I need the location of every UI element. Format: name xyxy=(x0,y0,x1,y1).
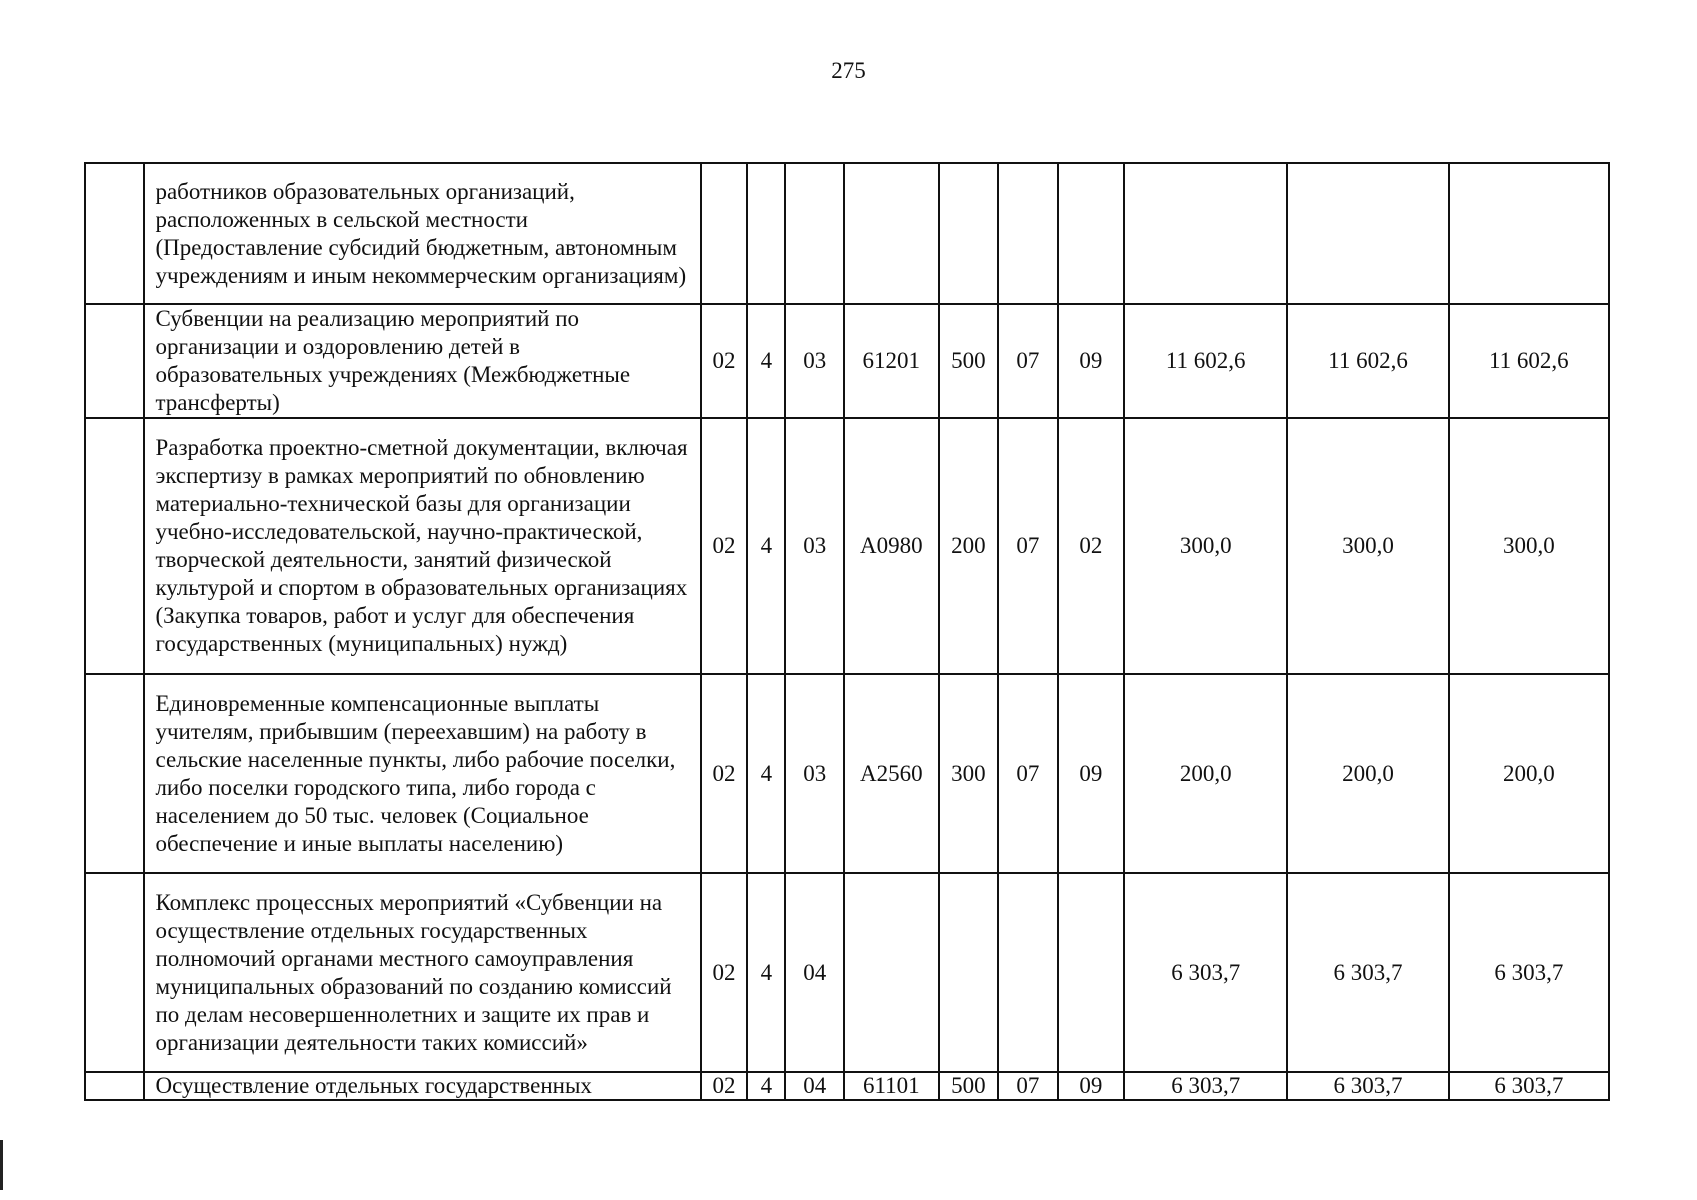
subsection-cell: 09 xyxy=(1058,674,1125,873)
page-number: 275 xyxy=(831,58,866,83)
program-cell: 02 xyxy=(701,873,747,1072)
amount-1-cell xyxy=(1124,163,1287,304)
subsection-cell: 02 xyxy=(1058,418,1125,674)
subsection-cell: 09 xyxy=(1058,304,1125,418)
amount-3-cell xyxy=(1449,163,1609,304)
table-row xyxy=(85,304,1609,418)
expense-type-cell: 500 xyxy=(939,1072,998,1100)
amount-1-cell: 6 303,7 xyxy=(1124,873,1287,1072)
subprogram-cell: 4 xyxy=(747,873,785,1072)
amount-1-cell: 11 602,6 xyxy=(1124,304,1287,418)
expense-type-cell: 300 xyxy=(939,674,998,873)
subsection-cell xyxy=(1058,163,1125,304)
section-cell: 07 xyxy=(998,1072,1057,1100)
row-index-cell xyxy=(85,163,144,304)
direction-cell: 61201 xyxy=(844,304,939,418)
expense-type-cell: 200 xyxy=(939,418,998,674)
program-cell: 02 xyxy=(701,674,747,873)
description-cell: Единовременные компенсационные выплаты учителям, прибывшим (переехавшим) на работу в сельские населенные пункты, либо рабочие поселки, либо поселки городского типа, либо города с населением до 50 тыс. человек (Социальное обеспечение и иные выплаты населению) xyxy=(144,674,700,873)
amount-1-cell: 300,0 xyxy=(1124,418,1287,674)
amount-3-cell: 300,0 xyxy=(1449,418,1609,674)
description-cell: Разработка проектно-сметной документации, включая экспертизу в рамках мероприятий по обновлению материально-технической базы для организации учебно-исследовательской, научно-практической, творческой деятельности, занятий физической культурой и спортом в образовательных организациях (Закупка товаров, работ и услуг для обеспечения государственных (муниципальных) нужд) xyxy=(144,418,700,674)
description-cell: Осуществление отдельных государственных xyxy=(144,1072,700,1100)
row-index-cell xyxy=(85,873,144,1072)
table-row xyxy=(85,873,1609,1072)
row-index-cell xyxy=(85,1072,144,1100)
direction-cell xyxy=(844,873,939,1072)
description-cell: работников образовательных организаций, расположенных в сельской местности (Предоставление субсидий бюджетным, автономным учреждениям и иным некоммерческим организациям) xyxy=(144,163,700,304)
section-cell: 07 xyxy=(998,304,1057,418)
row-index-cell xyxy=(85,304,144,418)
program-cell: 02 xyxy=(701,418,747,674)
section-cell: 07 xyxy=(998,674,1057,873)
subsection-cell: 09 xyxy=(1058,1072,1125,1100)
program-cell: 02 xyxy=(701,304,747,418)
amount-2-cell: 6 303,7 xyxy=(1287,873,1448,1072)
complex-cell: 03 xyxy=(785,304,843,418)
complex-cell: 03 xyxy=(785,418,843,674)
direction-cell: 61101 xyxy=(844,1072,939,1100)
table-row xyxy=(85,163,1609,304)
program-cell xyxy=(701,163,747,304)
complex-cell: 04 xyxy=(785,1072,843,1100)
description-cell: Комплекс процессных мероприятий «Субвенции на осуществление отдельных государственных полномочий органами местного самоуправления муниципальных образований по созданию комиссий по делам несовершеннолетних и защите их прав и организации деятельности таких комиссий» xyxy=(144,873,700,1072)
complex-cell: 03 xyxy=(785,674,843,873)
subprogram-cell: 4 xyxy=(747,1072,785,1100)
scan-margin-mark xyxy=(0,1140,3,1190)
subprogram-cell: 4 xyxy=(747,418,785,674)
budget-table xyxy=(84,162,1610,1101)
amount-3-cell: 6 303,7 xyxy=(1449,1072,1609,1100)
amount-2-cell: 200,0 xyxy=(1287,674,1448,873)
expense-type-cell xyxy=(939,163,998,304)
subprogram-cell: 4 xyxy=(747,674,785,873)
expense-type-cell xyxy=(939,873,998,1072)
section-cell xyxy=(998,163,1057,304)
table-row xyxy=(85,418,1609,674)
amount-3-cell: 6 303,7 xyxy=(1449,873,1609,1072)
direction-cell: А0980 xyxy=(844,418,939,674)
amount-2-cell: 6 303,7 xyxy=(1287,1072,1448,1100)
amount-1-cell: 200,0 xyxy=(1124,674,1287,873)
row-index-cell xyxy=(85,418,144,674)
subprogram-cell xyxy=(747,163,785,304)
complex-cell xyxy=(785,163,843,304)
amount-2-cell xyxy=(1287,163,1448,304)
section-cell xyxy=(998,873,1057,1072)
amount-2-cell: 300,0 xyxy=(1287,418,1448,674)
table-row xyxy=(85,674,1609,873)
expense-type-cell: 500 xyxy=(939,304,998,418)
amount-2-cell: 11 602,6 xyxy=(1287,304,1448,418)
subsection-cell xyxy=(1058,873,1125,1072)
complex-cell: 04 xyxy=(785,873,843,1072)
direction-cell xyxy=(844,163,939,304)
description-cell: Субвенции на реализацию мероприятий по организации и оздоровлению детей в образовательных учреждениях (Межбюджетные трансферты) xyxy=(144,304,700,418)
row-index-cell xyxy=(85,674,144,873)
amount-1-cell: 6 303,7 xyxy=(1124,1072,1287,1100)
amount-3-cell: 200,0 xyxy=(1449,674,1609,873)
table-row xyxy=(85,1072,1609,1100)
program-cell: 02 xyxy=(701,1072,747,1100)
subprogram-cell: 4 xyxy=(747,304,785,418)
amount-3-cell: 11 602,6 xyxy=(1449,304,1609,418)
direction-cell: А2560 xyxy=(844,674,939,873)
section-cell: 07 xyxy=(998,418,1057,674)
